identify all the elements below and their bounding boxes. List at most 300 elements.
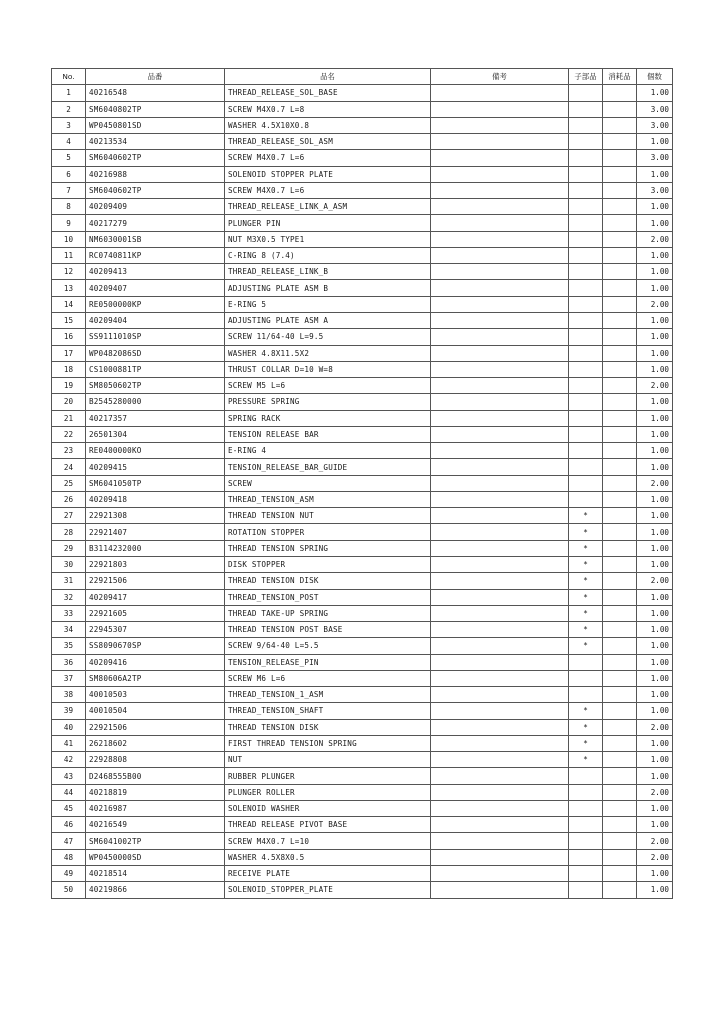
part-number: SM80606A2TP [86,670,225,686]
table-row [52,491,673,507]
sub-part-mark [569,150,603,166]
part-name: NUT M3X0.5 TYPE1 [225,231,431,247]
remarks [431,182,569,198]
sub-part-mark: * [569,524,603,540]
consumable-mark [603,215,637,231]
part-number: SS8090670SP [86,638,225,654]
quantity: 1.00 [637,605,673,621]
table-row [52,833,673,849]
parts-list-sheet [51,68,672,899]
part-name: C-RING 8 (7.4) [225,247,431,263]
remarks [431,670,569,686]
part-number: 40217357 [86,410,225,426]
remarks [431,800,569,816]
remarks [431,524,569,540]
row-number: 27 [52,508,86,524]
part-name: THREAD_RELEASE_SOL_ASM [225,134,431,150]
row-number: 46 [52,817,86,833]
part-name: THREAD_TENSION_POST [225,589,431,605]
remarks [431,312,569,328]
row-number: 6 [52,166,86,182]
sub-part-mark [569,264,603,280]
sub-part-mark: * [569,638,603,654]
quantity: 1.00 [637,540,673,556]
consumable-mark [603,752,637,768]
remarks [431,475,569,491]
consumable-mark [603,459,637,475]
sub-part-mark [569,491,603,507]
sub-part-mark [569,833,603,849]
table-row [52,849,673,865]
part-number: SM6040802TP [86,101,225,117]
part-number: 40217279 [86,215,225,231]
sub-part-mark [569,882,603,898]
part-name: SCREW M4X0.7 L=8 [225,101,431,117]
consumable-mark [603,556,637,572]
part-number: NM6030001SB [86,231,225,247]
quantity: 1.00 [637,264,673,280]
row-number: 31 [52,573,86,589]
sub-part-mark [569,784,603,800]
table-row [52,329,673,345]
quantity: 2.00 [637,573,673,589]
consumable-mark [603,622,637,638]
consumable-mark [603,247,637,263]
table-row [52,768,673,784]
part-name: THREAD_TENSION_SHAFT [225,703,431,719]
consumable-mark [603,182,637,198]
row-number: 12 [52,264,86,280]
part-name: DISK STOPPER [225,556,431,572]
part-number: 22921605 [86,605,225,621]
table-row [52,231,673,247]
remarks [431,735,569,751]
part-name: THREAD_RELEASE_SOL_BASE [225,85,431,101]
consumable-mark [603,231,637,247]
quantity: 2.00 [637,833,673,849]
part-number: WP0450801SD [86,117,225,133]
quantity: 2.00 [637,784,673,800]
consumable-mark [603,426,637,442]
part-name: TENSION_RELEASE_BAR_GUIDE [225,459,431,475]
table-row [52,166,673,182]
table-row [52,215,673,231]
sub-part-mark: * [569,556,603,572]
consumable-mark [603,166,637,182]
part-number: 40209409 [86,199,225,215]
sub-part-mark [569,312,603,328]
consumable-mark [603,394,637,410]
row-number: 5 [52,150,86,166]
row-number: 25 [52,475,86,491]
remarks [431,117,569,133]
consumable-mark [603,508,637,524]
quantity: 1.00 [637,817,673,833]
part-name: THREAD TENSION POST BASE [225,622,431,638]
sub-part-mark: * [569,508,603,524]
row-number: 33 [52,605,86,621]
row-number: 48 [52,849,86,865]
part-number: 40209404 [86,312,225,328]
remarks [431,573,569,589]
row-number: 17 [52,345,86,361]
part-name: THREAD_TENSION_1_ASM [225,687,431,703]
quantity: 1.00 [637,622,673,638]
row-number: 35 [52,638,86,654]
table-row [52,719,673,735]
table-row [52,800,673,816]
sub-part-mark [569,443,603,459]
consumable-mark [603,85,637,101]
sub-part-mark [569,296,603,312]
table-row [52,524,673,540]
sub-part-mark [569,849,603,865]
part-name: PLUNGER ROLLER [225,784,431,800]
row-number: 34 [52,622,86,638]
part-name: ADJUSTING PLATE ASM B [225,280,431,296]
consumable-mark [603,687,637,703]
row-number: 29 [52,540,86,556]
table-row [52,687,673,703]
part-name: THRUST COLLAR D=10 W=8 [225,361,431,377]
sub-part-mark [569,800,603,816]
consumable-mark [603,443,637,459]
remarks [431,459,569,475]
quantity: 1.00 [637,670,673,686]
sub-part-mark [569,426,603,442]
quantity: 1.00 [637,556,673,572]
remarks [431,589,569,605]
consumable-mark [603,312,637,328]
part-name: SCREW M6 L=6 [225,670,431,686]
sub-part-mark: * [569,752,603,768]
consumable-mark [603,817,637,833]
remarks [431,329,569,345]
table-row [52,882,673,898]
row-number: 4 [52,134,86,150]
quantity: 3.00 [637,150,673,166]
part-name: SCREW 9/64-40 L=5.5 [225,638,431,654]
part-number: 40209413 [86,264,225,280]
part-name: SCREW 11/64-40 L=9.5 [225,329,431,345]
sub-part-mark [569,117,603,133]
consumable-mark [603,654,637,670]
part-name: SCREW [225,475,431,491]
consumable-mark [603,491,637,507]
remarks [431,622,569,638]
part-name: THREAD_RELEASE_LINK_A_ASM [225,199,431,215]
remarks [431,85,569,101]
row-number: 26 [52,491,86,507]
part-number: 22921308 [86,508,225,524]
consumable-mark [603,735,637,751]
remarks [431,150,569,166]
table-row [52,296,673,312]
sub-part-mark [569,687,603,703]
remarks [431,703,569,719]
consumable-mark [603,378,637,394]
part-number: 40209416 [86,654,225,670]
part-number: 40213534 [86,134,225,150]
part-number: SM8050602TP [86,378,225,394]
table-row [52,85,673,101]
remarks [431,215,569,231]
part-name: E-RING 4 [225,443,431,459]
quantity: 1.00 [637,800,673,816]
quantity: 1.00 [637,735,673,751]
part-number: B3114232000 [86,540,225,556]
row-number: 18 [52,361,86,377]
quantity: 1.00 [637,166,673,182]
row-number: 9 [52,215,86,231]
remarks [431,378,569,394]
part-name: TENSION RELEASE BAR [225,426,431,442]
sub-part-mark [569,231,603,247]
part-number: 22921506 [86,573,225,589]
sub-part-mark: * [569,622,603,638]
sub-part-mark: * [569,573,603,589]
part-name: TENSION_RELEASE_PIN [225,654,431,670]
sub-part-mark [569,101,603,117]
consumable-mark [603,150,637,166]
table-row [52,361,673,377]
quantity: 2.00 [637,378,673,394]
table-row [52,426,673,442]
sub-part-mark: * [569,703,603,719]
sub-part-mark [569,182,603,198]
part-name: SOLENOID WASHER [225,800,431,816]
row-number: 50 [52,882,86,898]
remarks [431,687,569,703]
sub-part-mark [569,361,603,377]
remarks [431,166,569,182]
sub-part-mark: * [569,589,603,605]
quantity: 1.00 [637,85,673,101]
column-header-part-no: 品番 [86,69,225,85]
part-name: RUBBER PLUNGER [225,768,431,784]
row-number: 45 [52,800,86,816]
table-row [52,475,673,491]
quantity: 2.00 [637,296,673,312]
row-number: 30 [52,556,86,572]
column-header-remarks: 備考 [431,69,569,85]
sub-part-mark [569,329,603,345]
part-number: 40216549 [86,817,225,833]
consumable-mark [603,296,637,312]
remarks [431,752,569,768]
part-name: PLUNGER PIN [225,215,431,231]
part-number: RE0500000KP [86,296,225,312]
consumable-mark [603,605,637,621]
sub-part-mark [569,280,603,296]
quantity: 1.00 [637,443,673,459]
table-row [52,247,673,263]
quantity: 1.00 [637,687,673,703]
table-row [52,117,673,133]
part-number: 40209418 [86,491,225,507]
consumable-mark [603,768,637,784]
part-name: THREAD TENSION SPRING [225,540,431,556]
part-name: SCREW M5 L=6 [225,378,431,394]
quantity: 1.00 [637,638,673,654]
row-number: 23 [52,443,86,459]
table-row [52,264,673,280]
row-number: 41 [52,735,86,751]
table-row [52,508,673,524]
consumable-mark [603,134,637,150]
quantity: 1.00 [637,524,673,540]
part-number: 40216988 [86,166,225,182]
part-name: WASHER 4.5X10X0.8 [225,117,431,133]
part-number: 22945307 [86,622,225,638]
remarks [431,817,569,833]
parts-list-table [51,68,673,899]
consumable-mark [603,800,637,816]
sub-part-mark [569,866,603,882]
part-number: WP0482086SD [86,345,225,361]
sub-part-mark [569,166,603,182]
part-name: THREAD TENSION NUT [225,508,431,524]
quantity: 1.00 [637,329,673,345]
part-number: 40216548 [86,85,225,101]
part-number: 40209415 [86,459,225,475]
sub-part-mark [569,134,603,150]
sub-part-mark [569,459,603,475]
table-row [52,638,673,654]
part-number: 40218514 [86,866,225,882]
remarks [431,866,569,882]
consumable-mark [603,849,637,865]
consumable-mark [603,670,637,686]
table-row [52,101,673,117]
row-number: 8 [52,199,86,215]
table-row [52,443,673,459]
part-number: B2545280000 [86,394,225,410]
row-number: 36 [52,654,86,670]
remarks [431,264,569,280]
row-number: 21 [52,410,86,426]
consumable-mark [603,719,637,735]
consumable-mark [603,540,637,556]
row-number: 24 [52,459,86,475]
part-number: 22921506 [86,719,225,735]
consumable-mark [603,882,637,898]
quantity: 1.00 [637,215,673,231]
quantity: 3.00 [637,117,673,133]
consumable-mark [603,117,637,133]
consumable-mark [603,199,637,215]
part-name: THREAD RELEASE PIVOT BASE [225,817,431,833]
consumable-mark [603,524,637,540]
part-number: 26501304 [86,426,225,442]
part-name: FIRST THREAD TENSION SPRING [225,735,431,751]
sub-part-mark [569,817,603,833]
quantity: 2.00 [637,231,673,247]
consumable-mark [603,638,637,654]
consumable-mark [603,589,637,605]
part-name: NUT [225,752,431,768]
table-row [52,394,673,410]
part-number: WP0450000SD [86,849,225,865]
row-number: 19 [52,378,86,394]
part-number: 26218602 [86,735,225,751]
quantity: 2.00 [637,849,673,865]
table-row [52,605,673,621]
part-number: 40216987 [86,800,225,816]
consumable-mark [603,361,637,377]
remarks [431,849,569,865]
quantity: 1.00 [637,768,673,784]
quantity: 2.00 [637,475,673,491]
row-number: 49 [52,866,86,882]
consumable-mark [603,784,637,800]
quantity: 1.00 [637,703,673,719]
table-row [52,182,673,198]
part-number: SM6040602TP [86,150,225,166]
column-header-qty: 個数 [637,69,673,85]
row-number: 15 [52,312,86,328]
part-number: D2468555B00 [86,768,225,784]
part-number: 40010503 [86,687,225,703]
quantity: 1.00 [637,247,673,263]
remarks [431,833,569,849]
quantity: 1.00 [637,134,673,150]
row-number: 28 [52,524,86,540]
table-row [52,556,673,572]
table-row [52,866,673,882]
row-number: 42 [52,752,86,768]
quantity: 1.00 [637,654,673,670]
remarks [431,361,569,377]
consumable-mark [603,410,637,426]
part-number: SM6041050TP [86,475,225,491]
sub-part-mark [569,85,603,101]
quantity: 1.00 [637,345,673,361]
row-number: 7 [52,182,86,198]
table-row [52,280,673,296]
table-header-row [52,69,673,85]
remarks [431,134,569,150]
sub-part-mark [569,247,603,263]
part-number: 40218819 [86,784,225,800]
remarks [431,784,569,800]
quantity: 1.00 [637,508,673,524]
column-header-consumable: 消耗品 [603,69,637,85]
quantity: 1.00 [637,491,673,507]
remarks [431,426,569,442]
part-name: THREAD TAKE-UP SPRING [225,605,431,621]
quantity: 1.00 [637,866,673,882]
table-row [52,459,673,475]
part-number: 40209407 [86,280,225,296]
remarks [431,508,569,524]
part-name: WASHER 4.8X11.5X2 [225,345,431,361]
table-row [52,345,673,361]
sub-part-mark: * [569,719,603,735]
remarks [431,719,569,735]
row-number: 38 [52,687,86,703]
remarks [431,394,569,410]
part-number: 40209417 [86,589,225,605]
part-number: SM6040602TP [86,182,225,198]
part-number: 40219866 [86,882,225,898]
table-row [52,134,673,150]
consumable-mark [603,573,637,589]
row-number: 3 [52,117,86,133]
parts-table-body [52,85,673,898]
table-row [52,312,673,328]
part-number: RE0400000KO [86,443,225,459]
